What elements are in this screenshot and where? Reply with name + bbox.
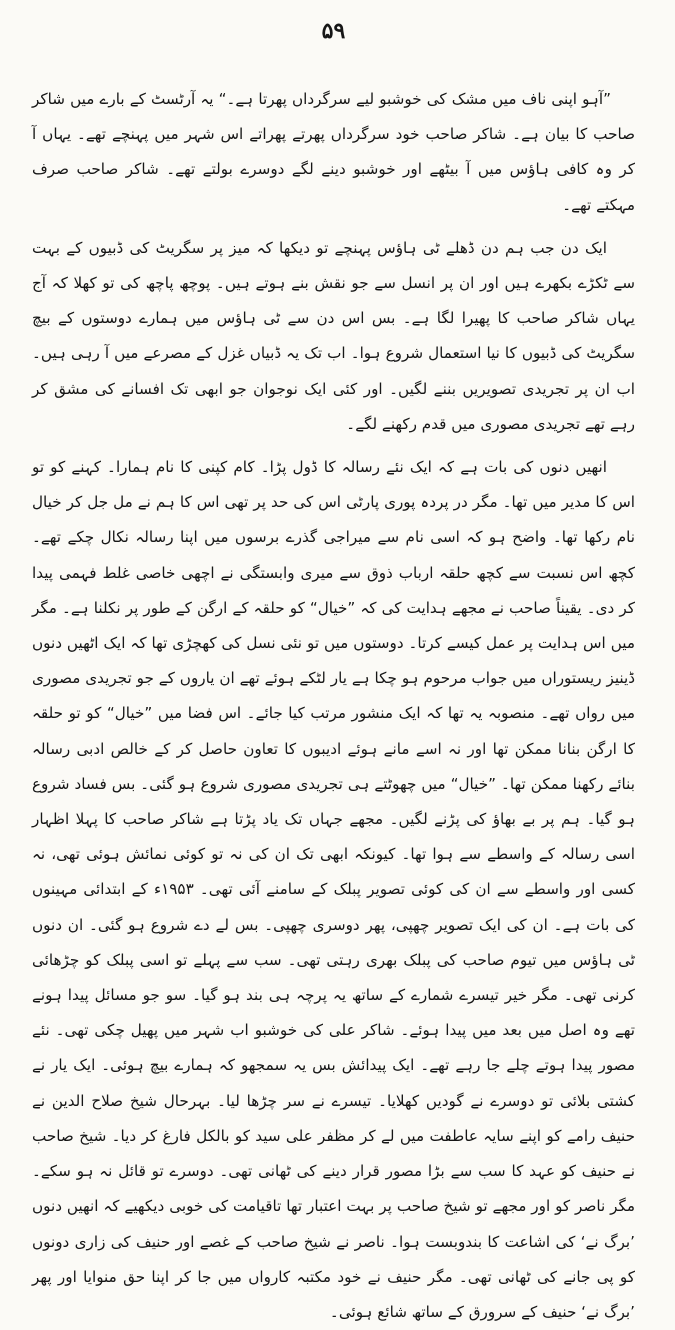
page-number: ۵۹ (321, 18, 346, 44)
paragraph: ایک دن جب ہم دن ڈھلے ٹی ہاؤس پہنچے تو دیکھا کہ میز پر سگریٹ کی ڈبیوں کے بہت سے ٹکڑے بکھرے ہیں اور ان پر انسل سے جو نقش بنے ہوتے ہیں۔ پوچھ پاچھ کی تو کھلا کہ آج یہاں شاکر صاحب کا پھیرا لگا ہے۔ بس اس دن سے ٹی ہاؤس میں ہمارے دوستوں کے بیچ سگریٹ کی ڈبیوں کا نیا استعمال شروع ہوا۔ اب تک یہ ڈبیاں غزل کے مصرعے میں آ رہی ہیں۔ اب ان پر تجریدی تصویریں بننے لگیں۔ اور کئی ایک نوجوان جو ابھی تک افسانے کی مشق کر رہے تھے تجریدی مصوری میں قدم رکھنے لگے۔ (32, 238, 635, 433)
paragraph: ”آہو اپنی ناف میں مشک کی خوشبو لیے سرگرداں پھرتا ہے۔“ یہ آرٹسٹ کے بارے میں شاکر صاحب کا بیان ہے۔ شاکر صاحب خود سرگرداں پھرتے پھراتے اس شہر میں پہنچے تھے۔ یہاں آ کر وہ کافی ہاؤس میں آ بیٹھے اور خوشبو دینے لگے دوسرے بولتے تھے۔ شاکر صاحب صرف مہکتے تھے۔ (32, 90, 635, 214)
body-text (32, 82, 635, 1330)
paragraph: انھیں دنوں کی بات ہے کہ ایک نئے رسالہ کا ڈول پڑا۔ کام کپنی کا نام ہمارا۔ کہنے کو تو اس کا مدیر میں تھا۔ مگر در پردہ پوری پارٹی اس کی حد پر تھی اس کا ہم نے مل جل کر خیال نام رکھا تھا۔ واضح ہو کہ اسی نام سے میراجی گذرے برسوں میں اپنا رسالہ نکال چکے تھے۔ کچھ اس نسبت سے کچھ حلقہ ارباب ذوق سے میری وابستگی نے اچھی خاصی غلط فہمی پیدا کر دی۔ یقیناً صاحب نے مجھے ہدایت کی کہ ”خیال“ کو حلقہ کے ارگن کے طور پر نکلنا ہے۔ مگر میں اس ہدایت پر عمل کیسے کرتا۔ دوستوں میں تو نئی نسل کی کھچڑی تھا کہ ایک اٹھیں دنوں ڈینیز ریستوراں میں جواب مرحوم ہو چکا ہے یار لٹکے ہوئے تھے ان یاروں کے جو تجریدی مصوری میں رواں تھے۔ منصوبہ یہ تھا کہ ایک منشور مرتب کیا جائے۔ اس فضا میں ”خیال“ کو تو حلقہ کا ارگن بنانا ممکن تھا اور نہ اسے مانے ہوئے ادیبوں کا تعاون حاصل کر کے خالص ادبی رسالہ بنائے رکھنا ممکن تھا۔ ”خیال“ میں چھوٹتے ہی تجریدی مصوری شروع ہو گئی۔ بس فساد شروع ہو گیا۔ ہم پر بے بھاؤ کی پڑنے لگیں۔ مجھے جہاں تک یاد پڑتا ہے شاکر صاحب کا پہلا اظہار اسی رسالہ کے واسطے سے ہوا تھا۔ کیونکہ ابھی تک ان کی نہ تو کوئی نمائش ہوئی تھی، نہ کسی اور واسطے سے ان کی کوئی تصویر پبلک کے سامنے آئی تھی۔ ۱۹۵۳ء کے ابتدائی مہینوں کی بات ہے۔ ان کی ایک تصویر چھپی، پھر دوسری چھپی۔ بس لے دے شروع ہو گئی۔ ان دنوں ٹی ہاؤس میں تیوم صاحب کی پبلک بھری رہتی تھی۔ سب سے پہلے تو اسی پبلک کو چڑھائی کرنی تھی۔ مگر خیر تیسرے شمارے کے ساتھ یہ پرچہ ہی بند ہو گیا۔ سو جو مسائل پیدا ہونے تھے وہ اصل میں بعد میں پیدا ہوئے۔ شاکر علی کی خوشبو اب شہر میں پھیل چکی تھی۔ نئے مصور پیدا ہوتے چلے جا رہے تھے۔ ایک پیدائش بس یہ سمجھو کہ ہمارے بیچ ہوئی۔ ایک یار نے کشتی بلائی تو دوسرے نے گودیں کھلایا۔ تیسرے نے سر چڑھا لیا۔ بہرحال شیخ صلاح الدین نے حنیف رامے کو اپنے سایہ عاطفت میں لے کر مظفر علی سید کو بالکل فارغ کر دیا۔ شیخ صاحب نے حنیف کو عہد کا سب سے بڑا مصور قرار دینے کی ٹھانی تھی۔ دوسرے تو قائل نہ ہو سکے۔ مگر ناصر کو اور مجھے تو شیخ صاحب پر بہت اعتبار تھا تاقیامت کی خوبی دیکھیے کہ انھیں دنوں ’برگ نے‘ کی اشاعت کا بندوبست ہوا۔ ناصر نے شیخ صاحب کے غصے اور حنیف کی زاری دونوں کو پی جانے کی ٹھانی تھی۔ مگر حنیف نے خود مکتبہ کارواں میں جا کر اپنا حق منوایا اور پھر ’برگ نے‘ حنیف کے سرورق کے ساتھ شائع ہوئی۔ (32, 458, 636, 1321)
